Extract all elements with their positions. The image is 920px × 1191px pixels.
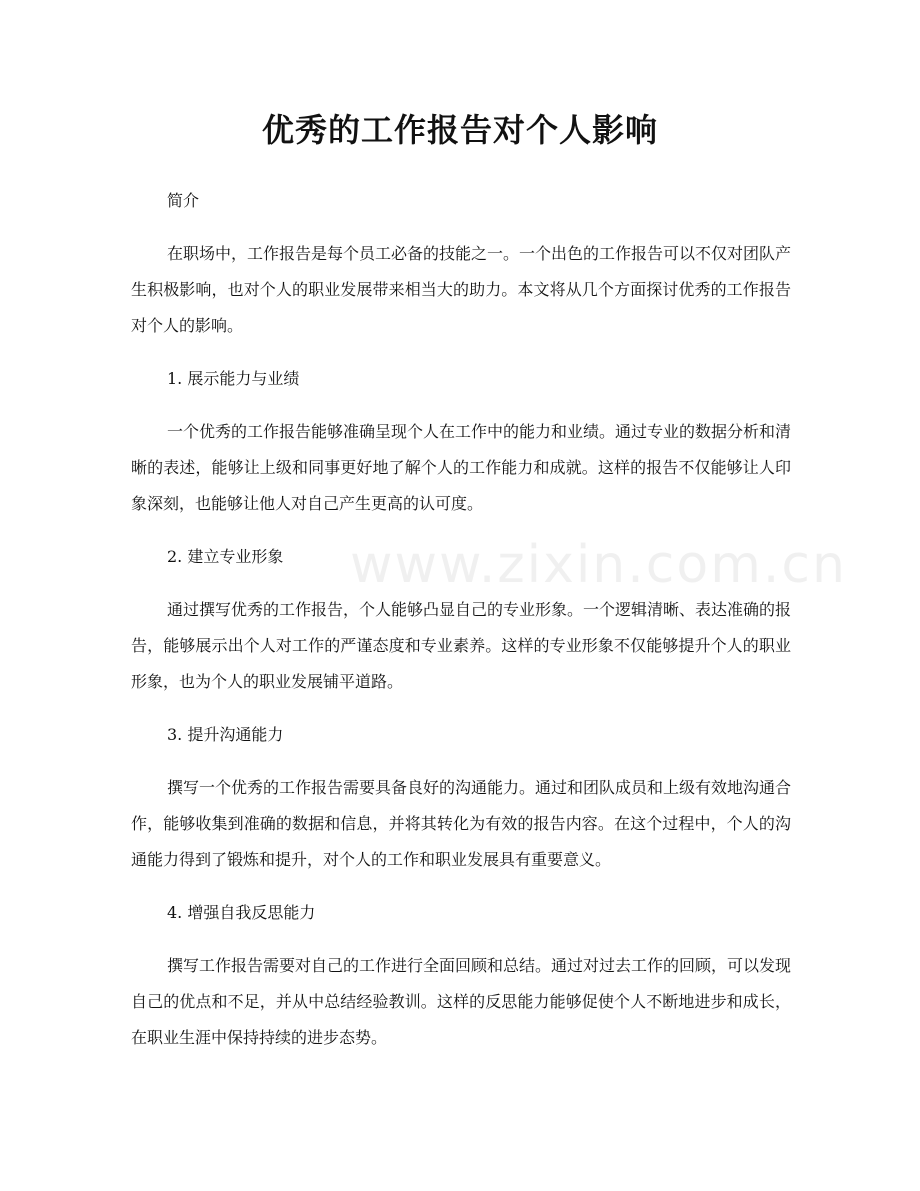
section-showcase-ability: [131, 364, 791, 522]
section-communication: [131, 720, 791, 878]
document-title: 优秀的工作报告对个人影响: [261, 111, 658, 149]
section-heading: 2. 建立专业形象: [167, 547, 284, 566]
section-heading: 3. 提升沟通能力: [167, 725, 284, 744]
section-paragraph: 通过撰写优秀的工作报告，个人能够凸显自己的专业形象。一个逻辑清晰、表达准确的报告，能够展示出个人对工作的严谨态度和专业素养。这样的专业形象不仅能够提升个人的职业形象，也为个人的职业发展铺平道路。: [131, 600, 792, 691]
section-heading: 1. 展示能力与业绩: [167, 369, 300, 388]
section-paragraph: 在职场中，工作报告是每个员工必备的技能之一。一个出色的工作报告可以不仅对团队产生积极影响，也对个人的职业发展带来相当大的助力。本文将从几个方面探讨优秀的工作报告对个人的影响。: [131, 244, 792, 335]
section-heading: 简介: [167, 191, 200, 210]
watermark: www.zixin.com.cn: [350, 535, 847, 595]
section-paragraph: 撰写工作报告需要对自己的工作进行全面回顾和总结。通过对过去工作的回顾，可以发现自己的优点和不足，并从中总结经验教训。这样的反思能力能够促使个人不断地进步和成长，在职业生涯中保持持续的进步态势。: [131, 956, 792, 1047]
section-paragraph: 一个优秀的工作报告能够准确呈现个人在工作中的能力和业绩。通过专业的数据分析和清晰的表述，能够让上级和同事更好地了解个人的工作能力和成就。这样的报告不仅能够让人印象深刻，也能够让他人对自己产生更高的认可度。: [131, 422, 792, 513]
section-professional-image: [131, 542, 791, 700]
section-intro: [131, 186, 791, 344]
document-body: [131, 186, 791, 1056]
section-paragraph: 撰写一个优秀的工作报告需要具备良好的沟通能力。通过和团队成员和上级有效地沟通合作，能够收集到准确的数据和信息，并将其转化为有效的报告内容。在这个过程中，个人的沟通能力得到了锻炼和提升，对个人的工作和职业发展具有重要意义。: [131, 778, 792, 869]
section-self-reflection: [131, 898, 791, 1056]
section-heading: 4. 增强自我反思能力: [167, 903, 316, 922]
